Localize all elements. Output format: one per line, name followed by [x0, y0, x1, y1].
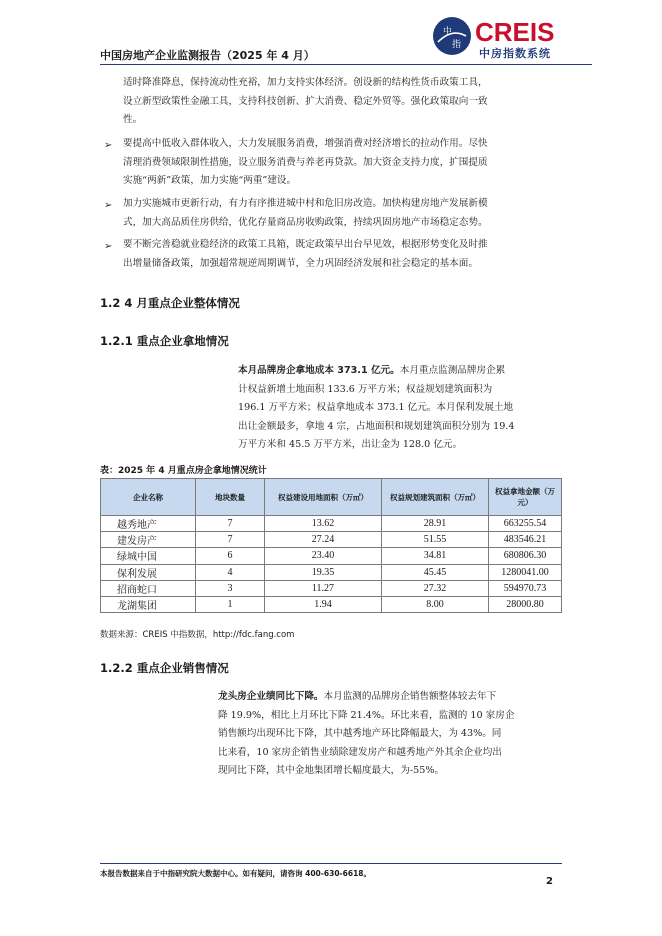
bullet-arrow-icon: ➢ [104, 140, 113, 151]
land-paragraph [238, 362, 563, 455]
table-row [101, 580, 562, 596]
cell-gfa: 51.55 [382, 532, 489, 548]
cell-gfa: 27.32 [382, 580, 489, 596]
bullet-line: 要提高中低收入群体收入，大力发展服务消费，增强消费对经济增长的拉动作用。尽快 [123, 138, 488, 149]
col-header-plots: 地块数量 [196, 479, 265, 516]
logo-glyph-bottom: 指 [452, 40, 462, 50]
land-line: 本月重点监测品牌房企累 [399, 365, 506, 376]
cell-plots: 3 [196, 580, 265, 596]
bullet-line: 加力实施城市更新行动，有力有序推进城中村和危旧房改造。加快构建房地产发展新模 [123, 198, 488, 209]
sales-line: 现同比下降，其中金地集团增长幅度最大，为-55%。 [218, 765, 445, 776]
cell-gfa: 45.45 [382, 564, 489, 580]
table-row [101, 596, 562, 612]
bullet-line: 式，加大高品质住房供给，优化存量商品房收购政策，持续巩固房地产市场稳定态势。 [123, 216, 488, 228]
bullet-line: 实施“两新”政策，加力实施“两重”建设。 [123, 175, 297, 186]
land-acquisition-table [100, 478, 562, 613]
section-heading-1-2: 1.2 4 月重点企业整体情况 [100, 296, 240, 310]
cell-plots: 1 [196, 596, 265, 612]
table-row [101, 532, 562, 548]
cell-gfa: 28.91 [382, 516, 489, 532]
bullet-item [123, 135, 563, 191]
creis-logo [432, 14, 592, 60]
sales-line: 比来看，10 家房企销售业绩除建发房产和越秀地产外其余企业均出 [218, 746, 502, 758]
cell-land-area: 27.24 [265, 532, 382, 548]
intro-line: 适时降准降息，保持流动性充裕，加力支持实体经济。创设新的结构性货币政策工具， [123, 77, 488, 88]
table-row [101, 564, 562, 580]
report-title: 中国房地产企业监测报告（2025 年 4 月） [100, 49, 315, 62]
col-header-gfa: 权益规划建筑面积（万㎡） [382, 479, 489, 516]
cell-amount: 663255.54 [489, 516, 562, 532]
footer-divider [100, 863, 562, 864]
table-row [101, 516, 562, 532]
logo-text: CREIS [475, 17, 555, 47]
bullet-line: 清理消费领域限制性措施，设立服务消费与养老再贷款。加大资金支持力度，扩围提质 [123, 156, 488, 168]
page-number: 2 [546, 876, 553, 887]
logo-subtitle: 中房指数系统 [479, 47, 551, 60]
sales-line: 降 19.9%，相比上月环比下降 21.4%。环比来看，监测的 10 家房企 [218, 709, 515, 721]
cell-plots: 4 [196, 564, 265, 580]
cell-gfa: 8.00 [382, 596, 489, 612]
bullet-arrow-icon: ➢ [104, 241, 113, 252]
cell-company: 保利发展 [101, 564, 196, 580]
cell-land-area: 23.40 [265, 548, 382, 564]
page-header [100, 14, 592, 64]
logo-glyph-top: 中 [443, 27, 453, 37]
cell-land-area: 19.35 [265, 564, 382, 580]
bullet-item [123, 195, 563, 232]
cell-plots: 7 [196, 516, 265, 532]
sales-paragraph [218, 688, 563, 781]
land-line: 196.1 万平方米；权益拿地成本 373.1 亿元。本月保利发展土地 [238, 402, 514, 413]
bullet-line: 要不断完善稳就业稳经济的政策工具箱，既定政策早出台早见效，根据形势变化及时推 [123, 239, 488, 250]
table-row [101, 548, 562, 564]
cell-company: 建发房产 [101, 532, 196, 548]
cell-plots: 6 [196, 548, 265, 564]
land-line: 万平方米和 45.5 万平方米，出让金为 128.0 亿元。 [238, 439, 463, 450]
cell-plots: 7 [196, 532, 265, 548]
col-header-company: 企业名称 [101, 479, 196, 516]
cell-company: 龙湖集团 [101, 596, 196, 612]
cell-company: 越秀地产 [101, 516, 196, 532]
cell-land-area: 11.27 [265, 580, 382, 596]
land-line: 出让金额最多，拿地 4 宗，占地面积和规划建筑面积分别为 19.4 [238, 420, 515, 432]
cell-amount: 483546.21 [489, 532, 562, 548]
section-heading-1-2-2: 1.2.2 重点企业销售情况 [100, 661, 229, 675]
cell-amount: 680806.30 [489, 548, 562, 564]
col-header-amount: 权益拿地金额（万元） [489, 479, 562, 516]
col-header-land-area: 权益建设用地面积（万㎡） [265, 479, 382, 516]
cell-amount: 1280041.00 [489, 564, 562, 580]
cell-company: 招商蛇口 [101, 580, 196, 596]
header-divider [100, 64, 592, 65]
table-caption: 表：2025 年 4 月重点房企拿地情况统计 [100, 466, 267, 476]
cell-land-area: 13.62 [265, 516, 382, 532]
logo-emblem-icon [432, 16, 472, 56]
footer-note: 本报告数据来自于中指研究院大数据中心。如有疑问，请咨询 400-630-6618。 [100, 869, 372, 878]
cell-amount: 594970.73 [489, 580, 562, 596]
section-heading-1-2-1: 1.2.1 重点企业拿地情况 [100, 334, 229, 348]
intro-line: 性。 [123, 114, 143, 125]
cell-gfa: 34.81 [382, 548, 489, 564]
sales-lead: 龙头房企业绩同比下降。 [218, 691, 324, 702]
bullet-arrow-icon: ➢ [104, 200, 113, 211]
intro-line: 设立新型政策性金融工具，支持科技创新、扩大消费、稳定外贸等。强化政策取向一致 [123, 95, 488, 107]
sales-line: 本月监测的品牌房企销售额整体较去年下 [323, 691, 497, 702]
bullet-line: 出增量储备政策，加强超常规逆周期调节，全力巩固经济发展和社会稳定的基本面。 [123, 257, 478, 269]
cell-amount: 28000.80 [489, 596, 562, 612]
sales-line: 销售额均出现环比下降，其中越秀地产环比降幅最大，为 43%。同 [218, 728, 502, 739]
table-header-row [101, 479, 562, 516]
intro-paragraph [123, 74, 563, 130]
data-source: 数据来源：CREIS 中指数据，http://fdc.fang.com [100, 630, 295, 640]
land-line: 计权益新增土地面积 133.6 万平方米；权益规划建筑面积为 [238, 383, 493, 395]
bullet-item [123, 236, 563, 273]
cell-land-area: 1.94 [265, 596, 382, 612]
cell-company: 绿城中国 [101, 548, 196, 564]
land-lead: 本月品牌房企拿地成本 373.1 亿元。 [238, 365, 400, 376]
